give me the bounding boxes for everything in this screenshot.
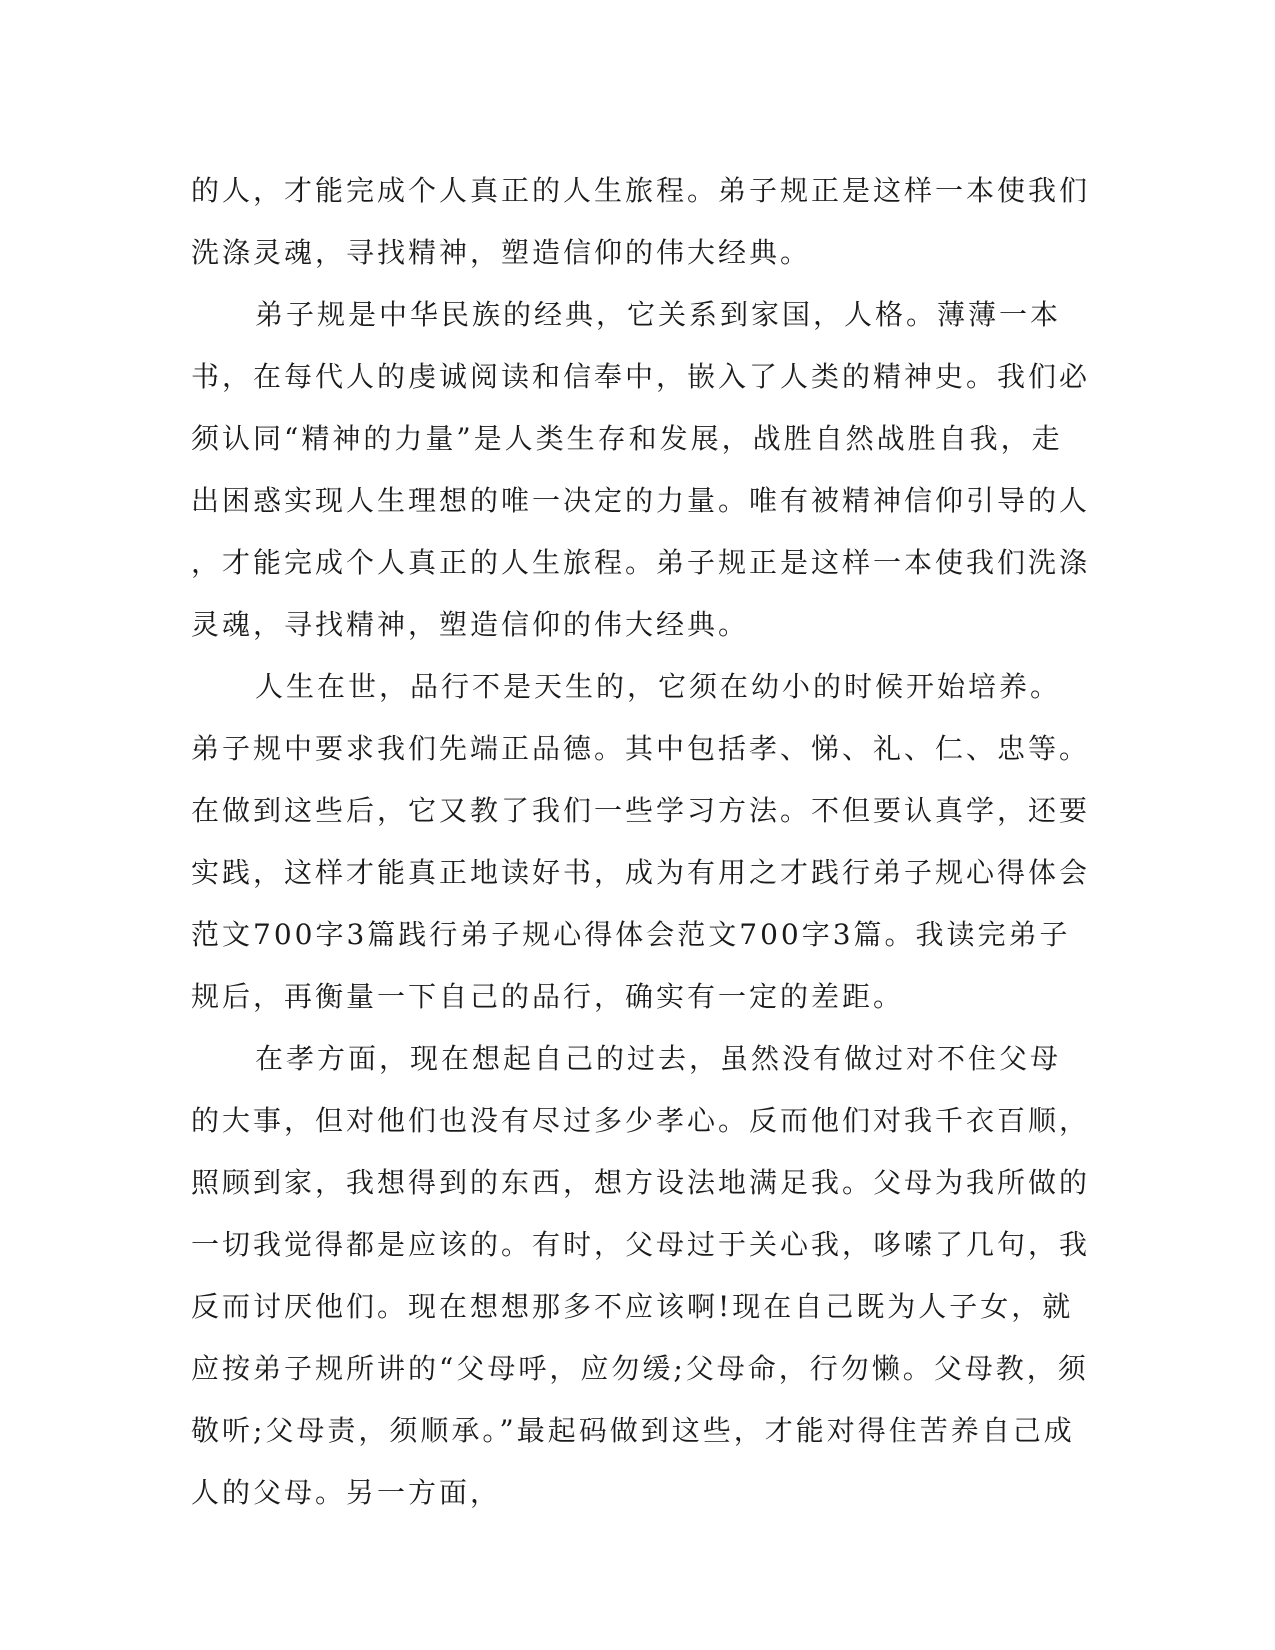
paragraph-4: 在孝方面，现在想起自己的过去，虽然没有做过对不住父母的大事，但对他们也没有尽过多少孝心。反而他们对我千衣百顺，照顾到家，我想得到的东西，想方设法地满足我。父母为我所做的一切我觉得都是应该的。有时，父母过于关心我，哆嗦了几句，我反而讨厌他们。现在想想那多不应该啊!现在自己既为人子女，就应按弟子规所讲的“父母呼，应勿缓;父母命，行勿懒。父母教，须敬听;父母责，须顺承。”最起码做到这些，才能对得住苦养自己成人的父母。另一方面， [191, 1042, 1091, 1509]
paragraph-3: 人生在世，品行不是天生的，它须在幼小的时候开始培养。弟子规中要求我们先端正品德。其中包括孝、悌、礼、仁、忠等。在做到这些后，它又教了我们一些学习方法。不但要认真学，还要实践，这样才能真正地读好书，成为有用之才践行弟子规心得体会范文700字3篇践行弟子规心得体会范文700字3篇。我读完弟子规后，再衡量一下自己的品行，确实有一定的差距。 [191, 670, 1091, 1013]
paragraph-2: 弟子规是中华民族的经典，它关系到家国，人格。薄薄一本书，在每代人的虔诚阅读和信奉中，嵌入了人类的精神史。我们必须认同“精神的力量”是人类生存和发展，战胜自然战胜自我，走出困惑实现人生理想的唯一决定的力量。唯有被精神信仰引导的人，才能完成个人真正的人生旅程。弟子规正是这样一本使我们洗涤灵魂，寻找精神，塑造信仰的伟大经典。 [191, 298, 1091, 641]
document-body [191, 160, 1091, 1524]
paragraph-1: 的人，才能完成个人真正的人生旅程。弟子规正是这样一本使我们洗涤灵魂，寻找精神，塑造信仰的伟大经典。 [191, 174, 1091, 269]
